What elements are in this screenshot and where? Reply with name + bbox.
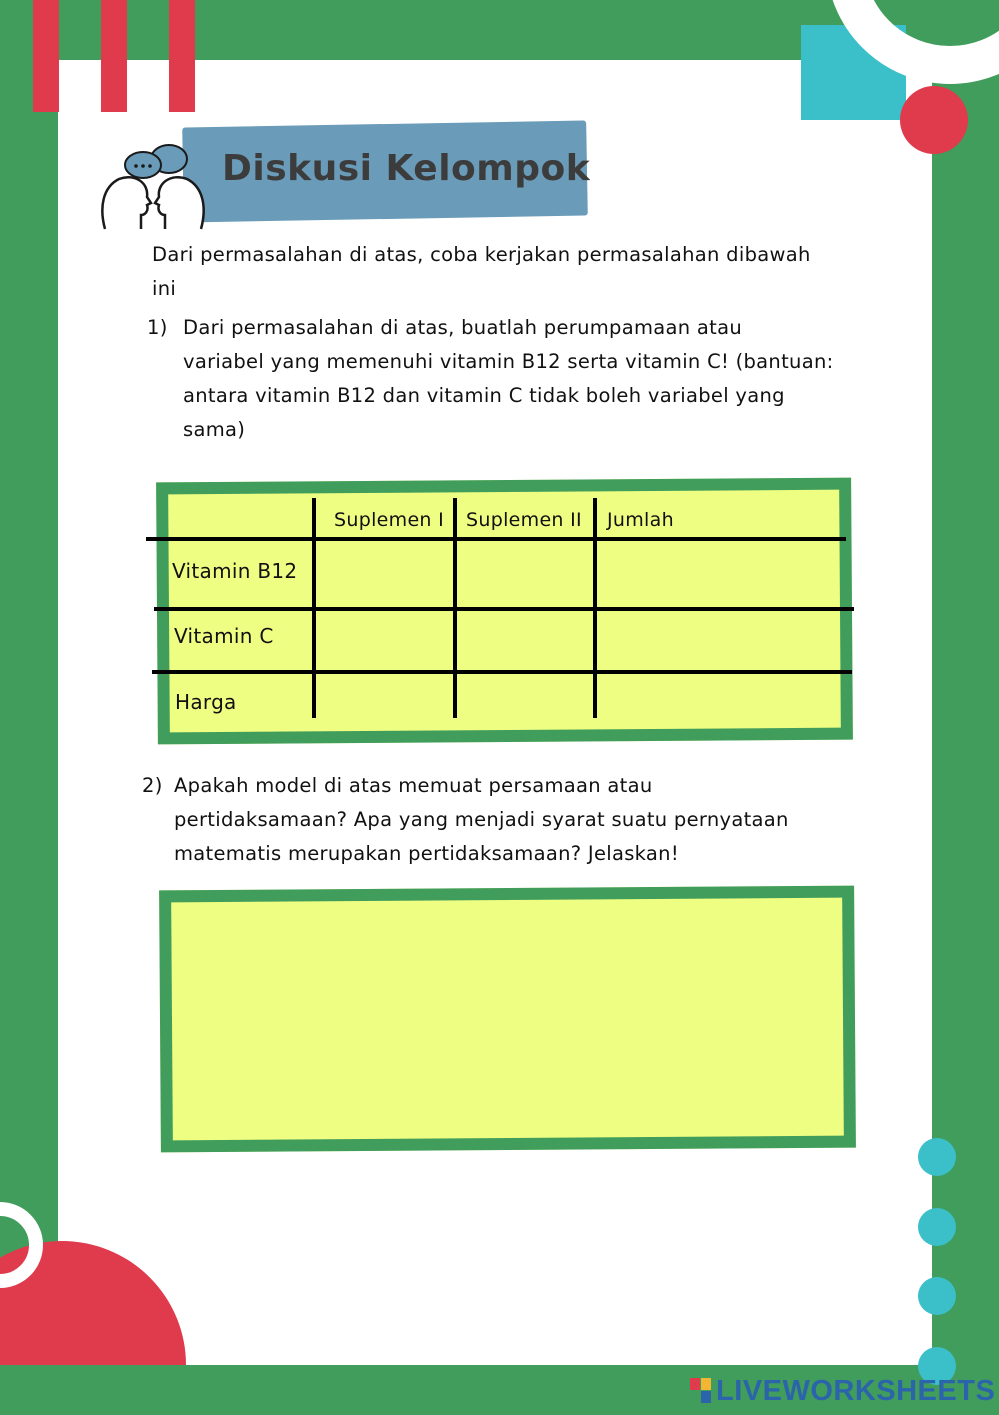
intro-line: Dari permasalahan di atas, coba kerjakan permasalahan dibawah [152, 243, 811, 266]
row-label-harga: Harga [175, 690, 237, 714]
decor-stripe [169, 0, 195, 112]
liveworksheets-logo-icon [690, 1378, 712, 1404]
intro-line: ini [152, 277, 177, 300]
question-number: 1) [147, 316, 168, 339]
table-input-cell[interactable] [599, 543, 835, 605]
answer-text-box[interactable] [159, 886, 856, 1153]
decor-bottom-left [0, 1185, 200, 1365]
intro-text [152, 238, 862, 306]
question-text [183, 311, 833, 447]
question-line: matematis merupakan pertidaksamaan? Jelaskan! [174, 842, 679, 865]
page-title: Diskusi Kelompok [222, 148, 591, 189]
watermark-text: LIVEWORKSHEETS [716, 1375, 996, 1407]
column-header-suplemen-2: Suplemen II [466, 509, 582, 531]
row-label-vitamin-b12: Vitamin B12 [172, 559, 298, 583]
question-1 [147, 311, 867, 451]
table-rule [593, 498, 597, 718]
discussion-heads-icon [97, 137, 207, 233]
decor-teal-dots [910, 1130, 970, 1390]
question-line: variabel yang memenuhi vitamin B12 serta vitamin C! (bantuan: [183, 350, 834, 373]
column-header-suplemen-1: Suplemen I [334, 509, 445, 531]
table-input-cell[interactable] [599, 676, 835, 718]
decor-stripe [33, 0, 59, 112]
table-input-cell[interactable] [318, 676, 451, 718]
table-input-cell[interactable] [459, 676, 591, 718]
column-header-jumlah: Jumlah [607, 509, 674, 531]
liveworksheets-watermark [716, 1375, 995, 1408]
question-line: Dari permasalahan di atas, buatlah perumpamaan atau [183, 316, 743, 339]
question-2 [142, 769, 862, 879]
table-input-cell[interactable] [459, 543, 591, 605]
question-text [174, 769, 789, 871]
table-input-cell[interactable] [459, 613, 591, 668]
table-input-cell[interactable] [318, 613, 451, 668]
table-rule [152, 670, 852, 674]
decor-top-right [800, 0, 999, 160]
question-number: 2) [142, 774, 163, 797]
question-line: Apakah model di atas memuat persamaan atau [174, 774, 653, 797]
question-line: pertidaksamaan? Apa yang menjadi syarat suatu pernyataan [174, 808, 789, 831]
table-rule [146, 537, 846, 541]
table-input-cell[interactable] [318, 543, 451, 605]
table-rule [453, 498, 457, 718]
question-line: antara vitamin B12 dan vitamin C tidak boleh variabel yang [183, 384, 785, 407]
decor-stripe [101, 0, 127, 112]
row-label-vitamin-c: Vitamin C [174, 624, 274, 648]
question-line: sama) [183, 418, 246, 441]
table-rule [154, 607, 854, 611]
table-rule [312, 498, 316, 718]
table-input-cell[interactable] [599, 613, 835, 668]
